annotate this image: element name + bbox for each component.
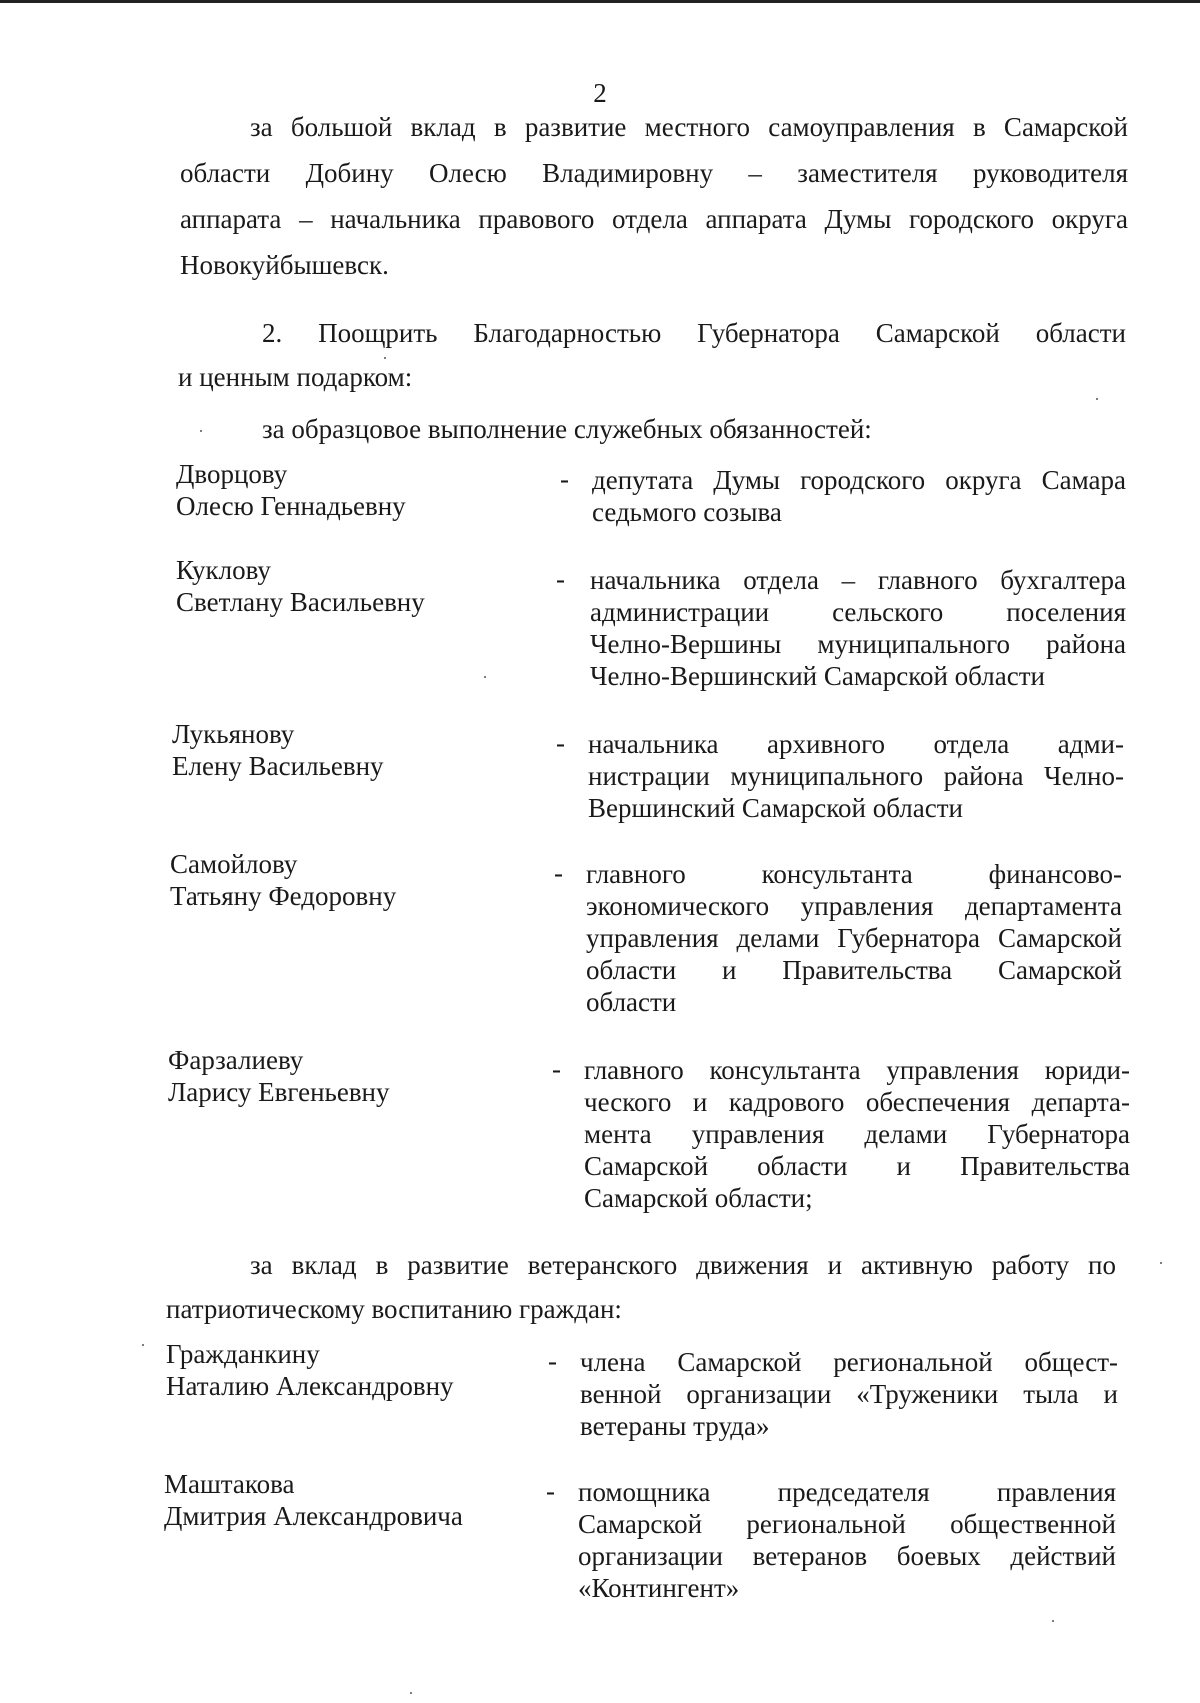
person-role <box>588 728 1124 824</box>
intro-line-3: аппарата – начальника правового отдела аппарата Думы городского округа <box>180 204 1128 234</box>
item2-line-2: и ценным подарком: <box>178 362 413 392</box>
section2-heading-line-2: патриотическому воспитанию граждан: <box>166 1294 622 1324</box>
person-given-names: Олесю Геннадьевну <box>176 491 406 521</box>
person-surname: Фарзалиеву <box>168 1045 304 1075</box>
person-surname: Гражданкину <box>166 1339 320 1369</box>
dash-separator: - <box>548 1346 557 1376</box>
person-name <box>170 848 396 912</box>
section2-heading-line-1: за вклад в развитие ветеранского движения и активную работу по <box>250 1250 1116 1280</box>
role-line: ческого и кадрового обеспечения департа- <box>584 1087 1130 1117</box>
person-given-names: Наталию Александровну <box>166 1371 454 1401</box>
role-line: начальника отдела – главного бухгалтера <box>590 565 1126 595</box>
section1-heading: за образцовое выполнение служебных обязанностей: <box>262 414 872 444</box>
role-line: главного консультанта финансово- <box>586 859 1122 889</box>
person-role <box>592 464 1126 528</box>
person-name <box>164 1468 463 1532</box>
role-line: мента управления делами Губернатора <box>584 1119 1130 1149</box>
person-name <box>172 718 384 782</box>
person-given-names: Татьяну Федоровну <box>170 881 397 911</box>
person-given-names: Елену Васильевну <box>172 751 384 781</box>
intro-line-1: за большой вклад в развитие местного самоуправления в Самарской <box>250 112 1128 142</box>
dash-separator: - <box>556 728 565 758</box>
role-line: Челно-Вершины муниципального района <box>590 629 1126 659</box>
person-role <box>580 1346 1118 1442</box>
role-line: Самарской области и Правительства <box>584 1151 1130 1181</box>
role-line: начальника архивного отдела адми- <box>588 729 1124 759</box>
role-line: «Контингент» <box>578 1573 740 1603</box>
person-name <box>176 554 425 618</box>
scan-speck <box>384 357 386 359</box>
scan-top-edge <box>0 0 1200 3</box>
dash-separator: - <box>546 1476 555 1506</box>
role-line: члена Самарской региональной общест- <box>580 1347 1118 1377</box>
dash-separator: - <box>560 464 569 494</box>
role-line: области и Правительства Самарской <box>586 955 1122 985</box>
person-role <box>578 1476 1116 1604</box>
person-given-names: Ларису Евгеньевну <box>168 1077 390 1107</box>
role-line: нистрации муниципального района Челно- <box>588 761 1124 791</box>
scan-speck <box>1096 398 1098 400</box>
person-name <box>176 458 406 522</box>
role-line: экономического управления департамента <box>586 891 1122 921</box>
person-surname: Куклову <box>176 555 271 585</box>
person-role <box>584 1054 1130 1214</box>
scan-speck <box>1160 1262 1162 1264</box>
item2-line-1: 2. Поощрить Благодарностью Губернатора Самарской области <box>262 318 1126 348</box>
person-name <box>168 1044 390 1108</box>
role-line: управления делами Губернатора Самарской <box>586 923 1122 953</box>
page-number: 2 <box>593 78 607 108</box>
role-line: венной организации «Труженики тыла и <box>580 1379 1118 1409</box>
role-line: Самарской региональной общественной <box>578 1509 1116 1539</box>
person-role <box>586 858 1122 1018</box>
person-surname: Самойлову <box>170 849 298 879</box>
person-role <box>590 564 1126 692</box>
role-line: области <box>586 987 677 1017</box>
person-given-names: Дмитрия Александровича <box>164 1501 463 1531</box>
role-line: седьмого созыва <box>592 497 782 527</box>
role-line: главного консультанта управления юриди- <box>584 1055 1130 1085</box>
scan-speck <box>410 1692 412 1694</box>
scan-speck <box>484 676 486 678</box>
person-surname: Маштакова <box>164 1469 295 1499</box>
role-line: депутата Думы городского округа Самара <box>592 465 1126 495</box>
person-name <box>166 1338 454 1402</box>
dash-separator: - <box>554 858 563 888</box>
scan-speck <box>1052 1620 1054 1622</box>
role-line: администрации сельского поселения <box>590 597 1126 627</box>
intro-line-2: области Добину Олесю Владимировну – заместителя руководителя <box>180 158 1128 188</box>
person-given-names: Светлану Васильевну <box>176 587 425 617</box>
role-line: Самарской области; <box>584 1183 813 1213</box>
role-line: Вершинский Самарской области <box>588 793 963 823</box>
person-surname: Лукьянову <box>172 719 295 749</box>
role-line: Челно-Вершинский Самарской области <box>590 661 1045 691</box>
dash-separator: - <box>556 564 565 594</box>
role-line: ветераны труда» <box>580 1411 770 1441</box>
dash-separator: - <box>552 1054 561 1084</box>
intro-line-4: Новокуйбышевск. <box>180 250 389 280</box>
role-line: организации ветеранов боевых действий <box>578 1541 1116 1571</box>
scan-speck <box>200 430 202 432</box>
role-line: помощника председателя правления <box>578 1477 1116 1507</box>
scan-speck <box>142 1344 144 1346</box>
person-surname: Дворцову <box>176 459 288 489</box>
